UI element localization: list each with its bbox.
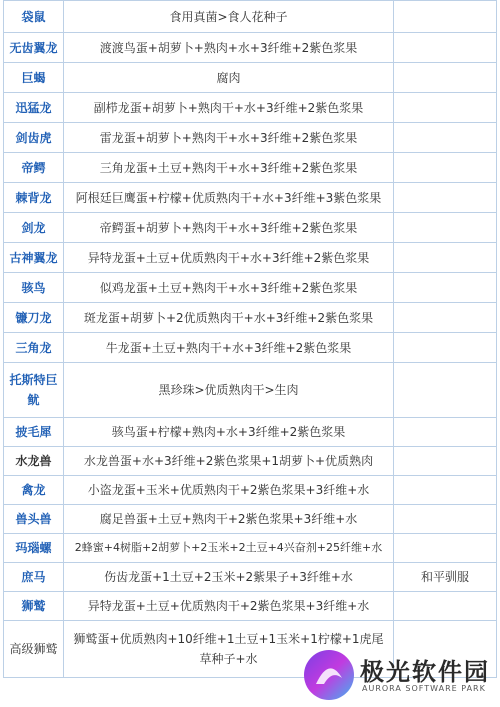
table-row (4, 303, 497, 333)
creature-name: 帝鳄 (4, 153, 64, 183)
table-row (4, 183, 497, 213)
creature-name: 三角龙 (4, 333, 64, 363)
table-row (4, 563, 497, 592)
creature-name: 托斯特巨鱿 (4, 363, 64, 418)
creature-name: 镰刀龙 (4, 303, 64, 333)
recipe-cell: 水龙兽蛋+水+3纤维+2紫色浆果+1胡萝卜+优质熟肉 (64, 447, 394, 476)
extra-cell (394, 33, 497, 63)
recipe-cell: 腐肉 (64, 63, 394, 93)
table-row (4, 363, 497, 418)
creature-name: 古神翼龙 (4, 243, 64, 273)
recipe-cell: 渡渡鸟蛋+胡萝卜+熟肉+水+3纤维+2紫色浆果 (64, 33, 394, 63)
table-row (4, 213, 497, 243)
creature-name: 庶马 (4, 563, 64, 592)
table-row (4, 153, 497, 183)
table-row (4, 33, 497, 63)
table-row (4, 243, 497, 273)
creature-name: 袋鼠 (4, 1, 64, 33)
extra-cell (394, 273, 497, 303)
table-row (4, 333, 497, 363)
table-row (4, 418, 497, 447)
extra-cell (394, 505, 497, 534)
aurora-logo-icon (302, 648, 356, 702)
recipe-cell: 帝鳄蛋+胡萝卜+熟肉干+水+3纤维+2紫色浆果 (64, 213, 394, 243)
extra-cell (394, 153, 497, 183)
creature-name: 水龙兽 (4, 447, 64, 476)
creature-name: 禽龙 (4, 476, 64, 505)
recipe-cell: 骇鸟蛋+柠檬+熟肉+水+3纤维+2紫色浆果 (64, 418, 394, 447)
recipe-cell: 2蜂蜜+4树脂+2胡萝卜+2玉米+2土豆+4兴奋剂+25纤维+水 (64, 534, 394, 563)
watermark-name: 极光软件园 (360, 658, 490, 686)
table-row (4, 534, 497, 563)
creature-name: 披毛犀 (4, 418, 64, 447)
table-row (4, 505, 497, 534)
creature-name: 高级狮鹫 (4, 621, 64, 678)
creature-name: 狮鹫 (4, 592, 64, 621)
extra-cell (394, 1, 497, 33)
extra-cell (394, 363, 497, 418)
extra-cell (394, 63, 497, 93)
taming-recipe-table (3, 0, 497, 678)
creature-name: 无齿翼龙 (4, 33, 64, 63)
extra-cell (394, 418, 497, 447)
creature-name: 棘背龙 (4, 183, 64, 213)
extra-cell (394, 183, 497, 213)
extra-cell (394, 93, 497, 123)
recipe-cell: 三角龙蛋+土豆+熟肉干+水+3纤维+2紫色浆果 (64, 153, 394, 183)
recipe-cell: 异特龙蛋+土豆+优质熟肉干+2紫色浆果+3纤维+水 (64, 592, 394, 621)
recipe-cell: 阿根廷巨鹰蛋+柠檬+优质熟肉干+水+3纤维+3紫色浆果 (64, 183, 394, 213)
extra-cell: 和平驯服 (394, 563, 497, 592)
recipe-cell: 腐足兽蛋+土豆+熟肉干+2紫色浆果+3纤维+水 (64, 505, 394, 534)
recipe-cell: 斑龙蛋+胡萝卜+2优质熟肉干+水+3纤维+2紫色浆果 (64, 303, 394, 333)
extra-cell (394, 447, 497, 476)
table-row (4, 93, 497, 123)
recipe-cell: 异特龙蛋+土豆+优质熟肉干+水+3纤维+2紫色浆果 (64, 243, 394, 273)
watermark-subtitle: AURORA SOFTWARE PARK (362, 684, 486, 693)
extra-cell (394, 333, 497, 363)
recipe-cell: 牛龙蛋+土豆+熟肉干+水+3纤维+2紫色浆果 (64, 333, 394, 363)
recipe-cell: 小盗龙蛋+玉米+优质熟肉干+2紫色浆果+3纤维+水 (64, 476, 394, 505)
table-row (4, 447, 497, 476)
watermark (300, 644, 500, 707)
extra-cell (394, 243, 497, 273)
creature-name: 迅猛龙 (4, 93, 64, 123)
creature-name: 剑龙 (4, 213, 64, 243)
recipe-cell: 雷龙蛋+胡萝卜+熟肉干+水+3纤维+2紫色浆果 (64, 123, 394, 153)
creature-name: 剑齿虎 (4, 123, 64, 153)
table-row (4, 476, 497, 505)
creature-name: 玛瑙螺 (4, 534, 64, 563)
extra-cell (394, 213, 497, 243)
extra-cell (394, 592, 497, 621)
recipe-cell: 食用真菌>食人花种子 (64, 1, 394, 33)
recipe-cell: 狮鹫蛋+优质熟肉+10纤维+1土豆+1玉米+1柠檬+1虎尾草种子+水 (64, 621, 394, 678)
table-row (4, 63, 497, 93)
creature-name: 兽头兽 (4, 505, 64, 534)
creature-name: 骇鸟 (4, 273, 64, 303)
creature-name: 巨蝎 (4, 63, 64, 93)
table-row (4, 1, 497, 33)
table-row (4, 592, 497, 621)
extra-cell (394, 303, 497, 333)
recipe-cell: 伤齿龙蛋+1土豆+2玉米+2紫果子+3纤维+水 (64, 563, 394, 592)
recipe-cell: 黑珍珠>优质熟肉干>生肉 (64, 363, 394, 418)
table-row (4, 273, 497, 303)
extra-cell (394, 476, 497, 505)
extra-cell (394, 123, 497, 153)
recipe-cell: 似鸡龙蛋+土豆+熟肉干+水+3纤维+2紫色浆果 (64, 273, 394, 303)
extra-cell (394, 534, 497, 563)
table-row (4, 123, 497, 153)
recipe-cell: 副栉龙蛋+胡萝卜+熟肉干+水+3纤维+2紫色浆果 (64, 93, 394, 123)
